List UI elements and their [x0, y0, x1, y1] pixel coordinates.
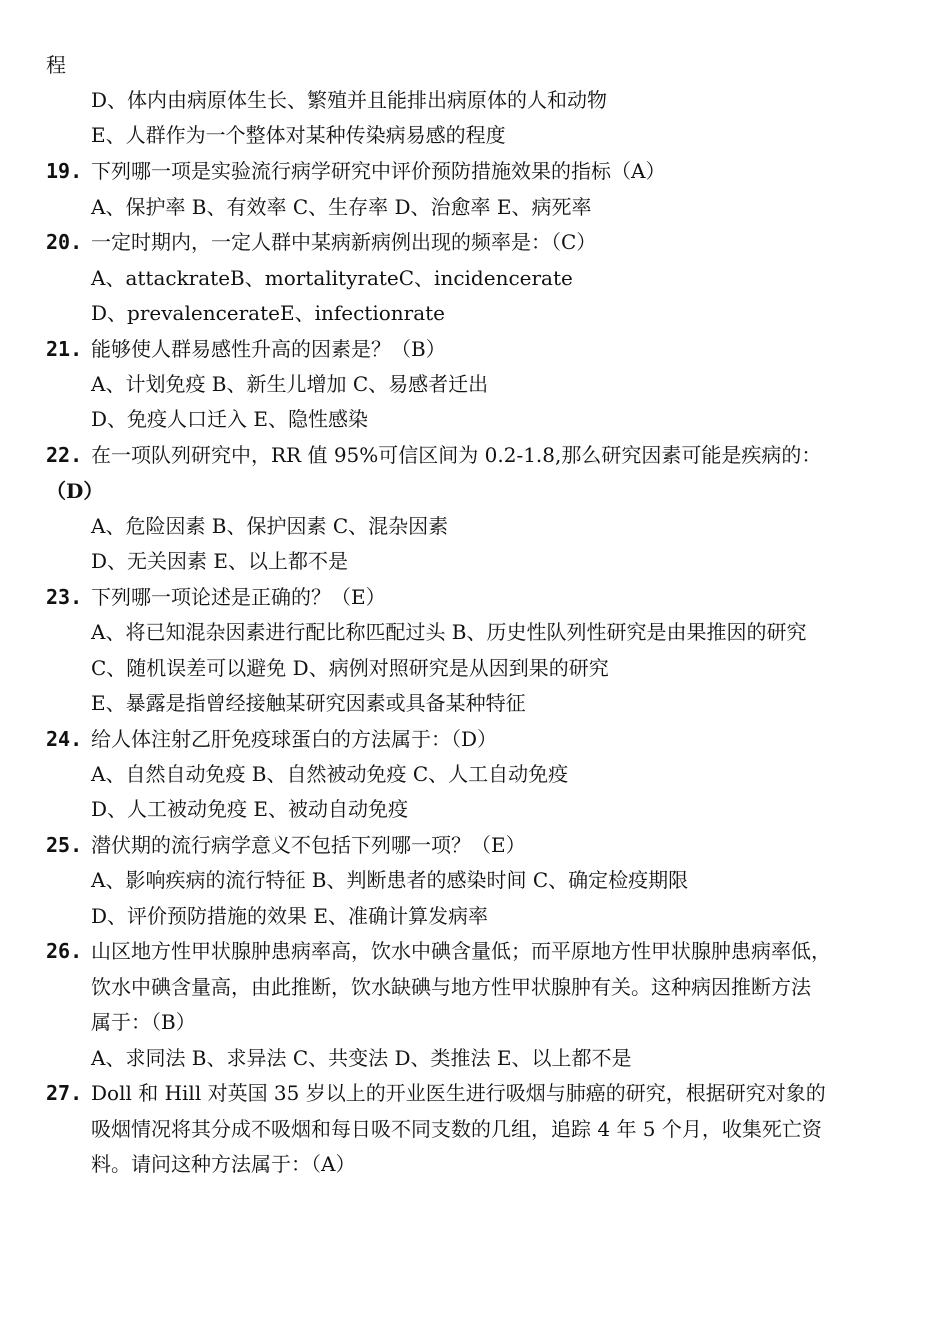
option-line: D、无关因素 E、以上都不是	[91, 549, 348, 573]
question-number: 19.	[46, 159, 83, 183]
question-number: 24.	[46, 727, 83, 751]
question-number: 23.	[46, 585, 83, 609]
question-text: 一定时期内，一定人群中某病新病例出现的频率是：（C）	[91, 230, 597, 254]
question-text: 能够使人群易感性升高的因素是？（B）	[91, 337, 446, 361]
option-line: D、体内由病原体生长、繁殖并且能排出病原体的人和动物	[91, 88, 608, 112]
option-line: D、人工被动免疫 E、被动自动免疫	[91, 797, 408, 821]
question-text: 下列哪一项论述是正确的？（E）	[91, 585, 386, 609]
question-number: 26.	[46, 939, 83, 963]
option-line: D、评价预防措施的效果 E、准确计算发病率	[91, 904, 488, 928]
question-text-continued: 属于：（B）	[91, 1010, 196, 1034]
question-text: Doll 和 Hill 对英国 35 岁以上的开业医生进行吸烟与肺癌的研究，根据研究对象的	[91, 1081, 826, 1105]
option-line: A、保护率 B、有效率 C、生存率 D、治愈率 E、病死率	[91, 195, 592, 219]
option-line: A、求同法 B、求异法 C、共变法 D、类推法 E、以上都不是	[91, 1046, 632, 1070]
option-line: D、prevalencerateE、infectionrate	[91, 301, 445, 325]
option-line: E、暴露是指曾经接触某研究因素或具备某种特征	[91, 691, 526, 715]
question-text-continued: 饮水中碘含量高，由此推断，饮水缺碘与地方性甲状腺肿有关。这种病因推断方法	[91, 975, 811, 999]
question-number: 27.	[46, 1081, 83, 1105]
question-text: 在一项队列研究中，RR 值 95%可信区间为 0.2-1.8,那么研究因素可能是疾病的：	[91, 443, 822, 467]
option-line: A、自然自动免疫 B、自然被动免疫 C、人工自动免疫	[91, 762, 569, 786]
text-line: 程	[46, 53, 66, 77]
option-line: A、计划免疫 B、新生儿增加 C、易感者迁出	[91, 372, 489, 396]
question-text: 潜伏期的流行病学意义不包括下列哪一项？（E）	[91, 833, 526, 857]
question-text-continued: 吸烟情况将其分成不吸烟和每日吸不同支数的几组，追踪 4 年 5 个月，收集死亡资	[91, 1117, 822, 1141]
option-line: E、人群作为一个整体对某种传染病易感的程度	[91, 123, 506, 147]
question-text: 山区地方性甲状腺肿患病率高，饮水中碘含量低；而平原地方性甲状腺肿患病率低，	[91, 939, 831, 963]
question-answer: （D）	[46, 479, 104, 503]
question-text-continued: 料。请问这种方法属于：（A）	[91, 1152, 356, 1176]
question-text: 给人体注射乙肝免疫球蛋白的方法属于：（D）	[91, 727, 498, 751]
option-line: C、随机误差可以避免 D、病例对照研究是从因到果的研究	[91, 656, 609, 680]
question-number: 22.	[46, 443, 83, 467]
question-text: 下列哪一项是实验流行病学研究中评价预防措施效果的指标（A）	[91, 159, 666, 183]
option-line: A、危险因素 B、保护因素 C、混杂因素	[91, 514, 449, 538]
option-line: A、将已知混杂因素进行配比称匹配过头 B、历史性队列性研究是由果推因的研究	[91, 620, 807, 644]
option-line: A、attackrateB、mortalityrateC、incidencerate	[91, 266, 573, 290]
question-number: 20.	[46, 230, 83, 254]
option-line: A、影响疾病的流行特征 B、判断患者的感染时间 C、确定检疫期限	[91, 868, 689, 892]
question-number: 21.	[46, 337, 83, 361]
option-line: D、免疫人口迁入 E、隐性感染	[91, 407, 368, 431]
question-number: 25.	[46, 833, 83, 857]
